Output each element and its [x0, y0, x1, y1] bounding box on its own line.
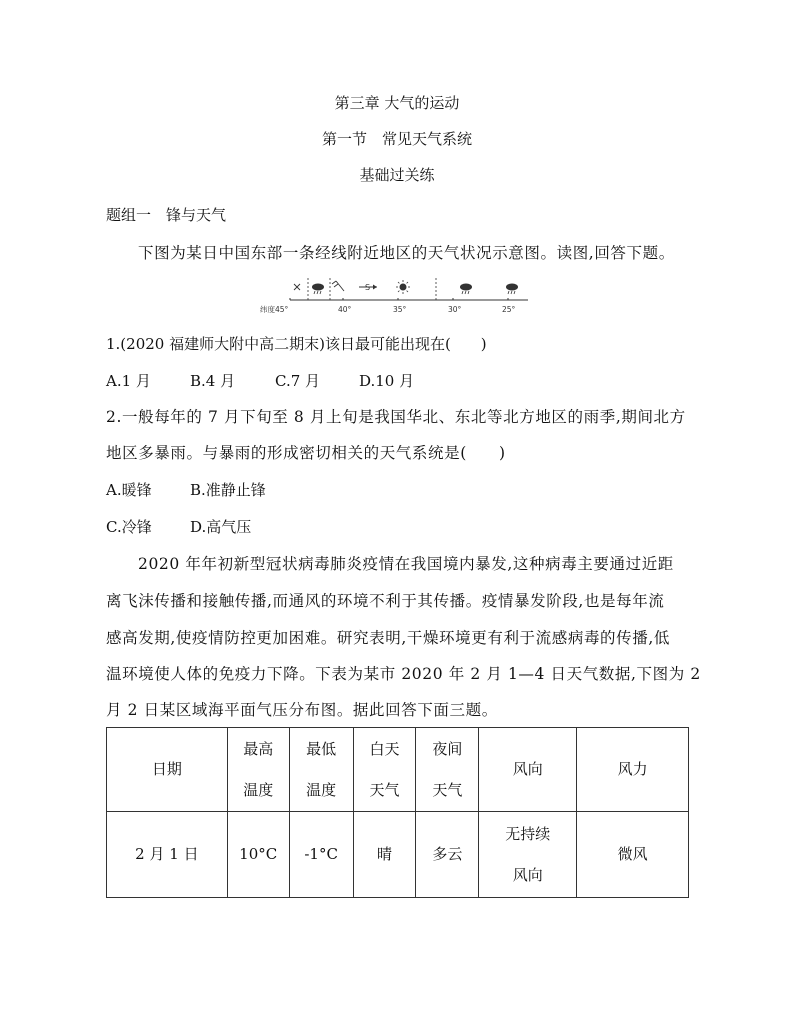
cell-high-temp: 10°C [227, 812, 289, 898]
section-title: 第一节 常见天气系统 [321, 130, 472, 148]
passage-line: 离飞沫传播和接触传播,而通风的环境不利于其传播。疫情暴发阶段,也是每年流 [106, 592, 665, 610]
header-night-weather: 夜间 天气 [416, 728, 479, 812]
rain-cloud-icon [312, 284, 324, 295]
question-1-option-b: B.4 月 [190, 372, 236, 390]
table-header-row [107, 728, 689, 812]
snow-icon [294, 284, 300, 290]
question-2-option-c: C.冷锋 [106, 518, 152, 536]
cell-night-weather: 多云 [416, 812, 479, 898]
question-2-option-a: A.暖锋 [106, 481, 152, 499]
rain-cloud-icon [506, 284, 518, 295]
sun-icon [396, 280, 410, 294]
subsection-title: 基础过关练 [359, 166, 435, 184]
cell-wind-force: 微风 [577, 812, 689, 898]
passage-line: 月 2 日某区域海平面气压分布图。据此回答下面三题。 [106, 701, 498, 719]
question-1-option-a: A.1 月 [106, 372, 151, 390]
sandstorm-icon [359, 283, 377, 292]
question-1-option-c: C.7 月 [275, 372, 321, 390]
chapter-title: 第三章 大气的运动 [334, 94, 460, 112]
question-2-option-d: D.高气压 [190, 518, 252, 536]
wind-icon [332, 281, 344, 291]
header-wind-direction: 风向 [479, 728, 577, 812]
header-day-weather: 白天 天气 [353, 728, 416, 812]
question-2-option-b: B.准静止锋 [190, 481, 266, 499]
header-high-temp: 最高 温度 [227, 728, 289, 812]
header-wind-force: 风力 [577, 728, 689, 812]
header-low-temp: 最低 温度 [289, 728, 353, 812]
cell-wind-direction: 无持续 风向 [479, 812, 577, 898]
passage-line: 2020 年年初新型冠状病毒肺炎疫情在我国境内暴发,这种病毒主要通过近距 [138, 555, 674, 573]
group-intro: 下图为某日中国东部一条经线附近地区的天气状况示意图。读图,回答下题。 [138, 244, 675, 262]
cell-day-weather: 晴 [353, 812, 416, 898]
table-row [107, 812, 689, 898]
question-2-line-1: 2.一般每年的 7 月下旬至 8 月上旬是我国华北、东北等北方地区的雨季,期间北方 [106, 408, 686, 426]
question-1-stem: 1.(2020 福建师大附中高二期末)该日最可能出现在( ) [106, 335, 487, 353]
passage-line: 感高发期,使疫情防控更加困难。研究表明,干燥环境更有利于流感病毒的传播,低 [106, 629, 670, 647]
svg-text:S: S [365, 283, 371, 292]
tick-label: 35° [393, 305, 407, 314]
cell-date: 2 月 1 日 [107, 812, 228, 898]
tick-label: 30° [448, 305, 462, 314]
header-date: 日期 [107, 728, 228, 812]
weather-diagram [258, 276, 534, 316]
rain-cloud-icon [460, 284, 472, 295]
question-1-option-d: D.10 月 [359, 372, 415, 390]
group-title: 题组一 锋与天气 [106, 206, 227, 224]
weather-table [106, 727, 689, 898]
tick-label: 40° [338, 305, 352, 314]
question-2-line-2: 地区多暴雨。与暴雨的形成密切相关的天气系统是( ) [106, 444, 506, 462]
lat-label: 纬度45° [260, 305, 289, 314]
cell-low-temp: -1°C [289, 812, 353, 898]
tick-label: 25° [502, 305, 516, 314]
passage-line: 温环境使人体的免疫力下降。下表为某市 2020 年 2 月 1—4 日天气数据,下图为 2 [106, 665, 701, 683]
